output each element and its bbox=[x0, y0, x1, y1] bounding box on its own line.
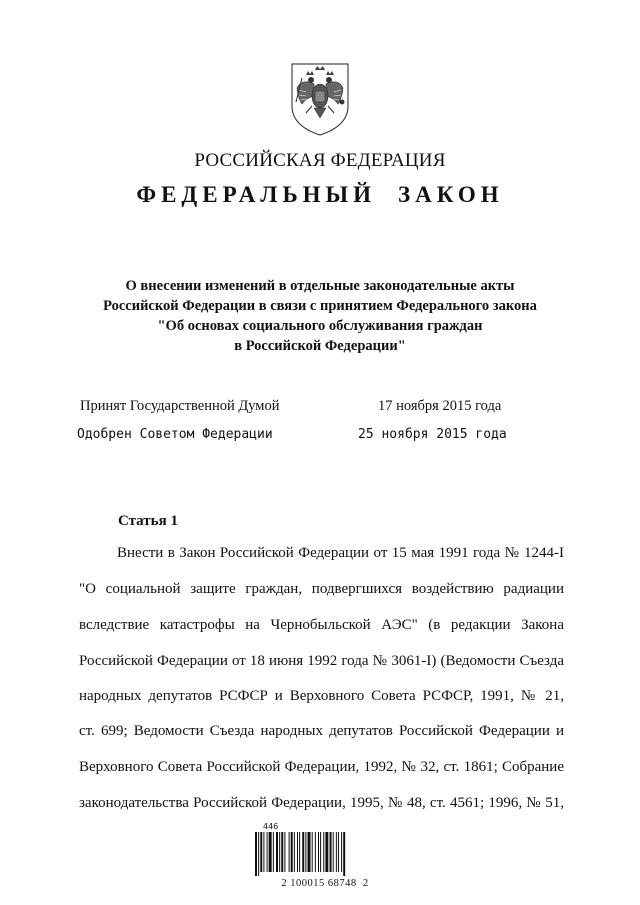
article-text-line: Российской Федерации от 18 июня 1992 года № 3061-I) (Ведомости Съезда bbox=[79, 653, 565, 669]
barcode-bar bbox=[258, 832, 259, 876]
barcode-bar bbox=[255, 832, 257, 876]
barcode-bar bbox=[336, 832, 337, 872]
barcode-bar bbox=[297, 832, 298, 872]
barcode-bar bbox=[330, 832, 332, 872]
barcode-bar bbox=[273, 832, 274, 872]
barcode-bar bbox=[269, 832, 272, 872]
barcode-digits: 2 100015 68748 2 bbox=[281, 878, 369, 889]
council-date: 25 ноября 2015 года bbox=[358, 427, 507, 442]
article-text-line: вследствие катастрофы на Чернобыльской АЭС" (в редакции Закона bbox=[79, 617, 564, 633]
barcode-bar bbox=[320, 832, 321, 872]
barcode-mark: 446 bbox=[263, 822, 279, 831]
barcode-bar bbox=[318, 832, 319, 872]
document-title bbox=[0, 182, 640, 208]
country-name: РОССИЙСКАЯ ФЕДЕРАЦИЯ bbox=[194, 150, 446, 171]
barcode-bar bbox=[289, 832, 290, 872]
barcode-bar bbox=[267, 832, 268, 872]
barcode bbox=[251, 822, 399, 892]
barcode-bar bbox=[338, 832, 339, 872]
barcode-bar bbox=[323, 832, 324, 872]
article-text-line: народных депутатов РСФСР и Верховного Совета РСФСР, 1991, № 21, bbox=[79, 688, 564, 704]
council-label: Одобрен Советом Федерации bbox=[77, 427, 273, 442]
document-title-word-2: ЗАКОН bbox=[398, 182, 504, 207]
barcode-bar bbox=[279, 832, 280, 872]
duma-label: Принят Государственной Думой bbox=[80, 398, 280, 414]
barcode-bar bbox=[276, 832, 278, 872]
barcode-bar bbox=[343, 832, 345, 876]
article-text-line: Верховного Совета Российской Федерации, 1992, № 32, ст. 1861; Собрание bbox=[79, 759, 564, 775]
article-heading: Статья 1 bbox=[118, 513, 178, 529]
barcode-bar bbox=[305, 832, 306, 872]
barcode-bar bbox=[341, 832, 342, 872]
law-subject-line: "Об основах социального обслуживания граждан bbox=[157, 318, 483, 334]
barcode-bar bbox=[315, 832, 316, 872]
law-subject-line: Российской Федерации в связи с принятием Федерального закона bbox=[103, 298, 537, 314]
duma-date: 17 ноября 2015 года bbox=[378, 398, 502, 414]
article-text-line: "О социальной защите граждан, подвергшихся воздействию радиации bbox=[79, 581, 564, 597]
barcode-bar bbox=[291, 832, 293, 872]
barcode-bar bbox=[263, 832, 264, 872]
barcode-bar bbox=[312, 832, 313, 872]
article-text-line: ст. 699; Ведомости Съезда народных депутатов Российской Федерации и bbox=[79, 723, 564, 739]
document-title-word-1: ФЕДЕРАЛЬНЫЙ bbox=[136, 182, 377, 207]
coat-of-arms-icon bbox=[284, 58, 356, 138]
article-text-line: Внести в Закон Российской Федерации от 15 мая 1991 года № 1244-I bbox=[117, 545, 564, 561]
barcode-bar bbox=[260, 832, 262, 872]
law-subject-line: в Российской Федерации" bbox=[234, 338, 406, 354]
barcode-bar bbox=[308, 832, 311, 872]
barcode-bar bbox=[284, 832, 285, 872]
barcode-bar bbox=[281, 832, 283, 872]
barcode-bar bbox=[294, 832, 295, 872]
barcode-bar bbox=[333, 832, 334, 872]
barcode-bar bbox=[302, 832, 304, 872]
law-subject-line: О внесении изменений в отдельные законодательные акты bbox=[125, 278, 515, 294]
barcode-bar bbox=[325, 832, 328, 872]
barcode-icon bbox=[253, 832, 397, 876]
law-subject bbox=[0, 276, 640, 356]
article-text-line: законодательства Российской Федерации, 1995, № 48, ст. 4561; 1996, № 51, bbox=[79, 795, 564, 811]
barcode-bar bbox=[299, 832, 300, 872]
